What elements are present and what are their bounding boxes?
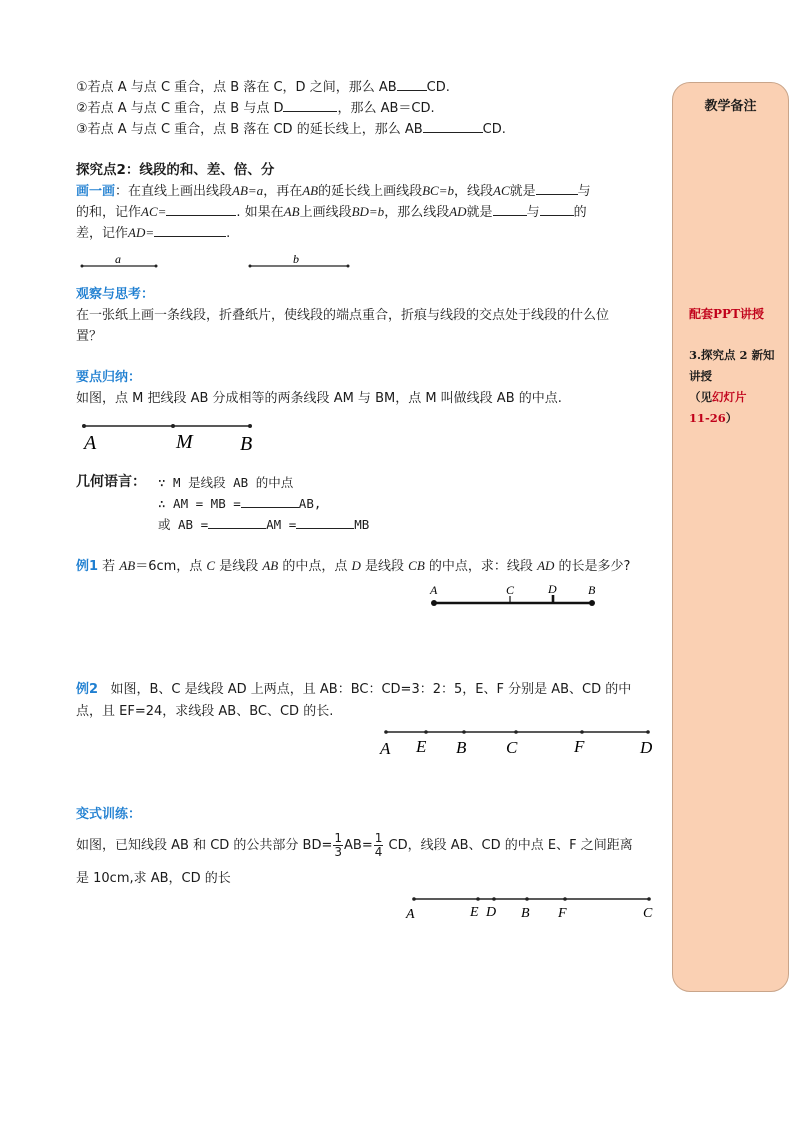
point (412, 897, 416, 901)
teaching-notes-title: 教学备注 (704, 99, 757, 114)
example-2-diagram (376, 722, 666, 762)
segment-diagram-ab (76, 250, 366, 274)
point (82, 424, 86, 428)
question-3 (76, 119, 506, 140)
question-3-text: ③若点 A 与点 C 重合，点 B 落在 CD 的延长线上，那么 AB (76, 122, 423, 137)
text: 就是 (466, 205, 493, 220)
example-1-diagram (420, 580, 610, 610)
answer-blank (208, 515, 266, 529)
draw-paragraph-line-3 (76, 223, 230, 244)
answer-blank (536, 181, 578, 195)
math: AD (449, 204, 467, 219)
point (580, 730, 584, 734)
math: D (351, 558, 361, 573)
text: 如图，已知线段 AB 和 CD 的公共部分 BD= (76, 838, 333, 853)
point (563, 897, 567, 901)
label-a: A (430, 583, 438, 597)
draw-label: 画一画 (76, 184, 116, 199)
observe-text-2: 置？ (76, 329, 103, 344)
math: AB (262, 558, 279, 573)
text: 如图，B、C 是线段 AD 上两点，且 AB：BC：CD=3：2：5，E、F 分别是 AB、CD 的中 (110, 682, 632, 697)
numerator: 1 (374, 831, 383, 845)
answer-blank (540, 202, 574, 216)
section-title: 探究点2：线段的和、差、倍、分 (76, 162, 275, 178)
denominator: 4 (374, 845, 383, 859)
text: ） (725, 411, 738, 425)
point (646, 730, 650, 734)
variant-line-1 (76, 831, 633, 861)
label-c: C (643, 906, 653, 921)
point (462, 730, 466, 734)
geometry-label: 几何语言： (76, 474, 146, 490)
text: 是线段 (360, 559, 409, 574)
math: AB (302, 183, 319, 198)
text: 配套 (689, 307, 714, 321)
text: 与 (526, 205, 540, 220)
text: ，再在 (263, 184, 303, 199)
observe-text-1: 在一张纸上画一条线段，折叠纸片，使线段的端点重合，折痕与线段的交点处于线段的什么位 (76, 308, 610, 323)
question-2 (76, 98, 435, 119)
label-d: D (640, 738, 653, 757)
point (424, 730, 428, 734)
text: AB, (298, 496, 322, 511)
label-b: B (588, 583, 596, 597)
text: 11-26 (689, 411, 726, 425)
point (647, 897, 651, 901)
label-d: D (486, 905, 497, 920)
text: ＝6cm，点 (135, 559, 207, 574)
answer-blank (154, 223, 226, 237)
label-e: E (470, 905, 479, 920)
question-1-text: ①若点 A 与点 C 重合，点 B 落在 C，D 之间，那么 AB (76, 80, 397, 95)
point (384, 730, 388, 734)
answer-blank (166, 202, 236, 216)
math: AC= (141, 204, 167, 219)
text: 的中点，求：线段 (424, 559, 538, 574)
teaching-note-section (689, 345, 781, 429)
segment-b-label: b (293, 252, 299, 266)
variant-label: 变式训练： (76, 807, 142, 822)
point (492, 897, 496, 901)
math: CB (408, 558, 425, 573)
example-1-label: 例1 (76, 559, 99, 574)
answer-blank (423, 119, 483, 133)
example-2-label: 例2 (76, 682, 99, 697)
denominator: 3 (334, 845, 343, 859)
point (514, 730, 518, 734)
keypoint-label: 要点归纳： (76, 370, 142, 385)
text: MB (354, 517, 370, 532)
label-b: B (240, 433, 253, 454)
text: 的 (573, 205, 587, 220)
keypoint-text: 如图，点 M 把线段 AB 分成相等的两条线段 AM 与 BM，点 M 叫做线段 AB 的中点. (76, 391, 562, 406)
label-f: F (574, 737, 585, 756)
question-1-tail: CD. (426, 80, 450, 95)
text: . (226, 226, 231, 241)
text: 是线段 (215, 559, 263, 574)
math: AB (283, 204, 300, 219)
text: 或 AB = (158, 517, 209, 532)
question-3-tail: CD. (482, 122, 506, 137)
variant-line-2: 是 10cm,求 AB，CD 的长 (76, 871, 231, 886)
draw-paragraph-line-1 (76, 181, 591, 202)
label-b: B (521, 906, 530, 921)
math: AB (119, 558, 136, 573)
point (171, 424, 175, 428)
geometry-line-3 (158, 515, 369, 535)
math: AD= (128, 225, 155, 240)
text: ，那么线段 (384, 205, 450, 220)
example-1 (76, 556, 630, 577)
text: 差，记作 (76, 226, 129, 241)
geometry-line-1: ∵ M 是线段 AB 的中点 (158, 475, 294, 490)
text: AB= (344, 838, 373, 853)
text: ：在直线上画出线段 (115, 184, 233, 199)
variant-diagram (400, 892, 670, 924)
math: C (206, 558, 216, 573)
question-2-tail: ，那么 AB＝CD. (337, 101, 435, 116)
answer-blank (296, 515, 354, 529)
point (589, 600, 595, 606)
text: PPT (713, 307, 740, 321)
geometry-line-2 (158, 494, 321, 514)
text: ，线段 (454, 184, 494, 199)
draw-paragraph-line-2 (76, 202, 587, 223)
label-a: A (380, 739, 391, 758)
point (525, 897, 529, 901)
math: BD=b (351, 204, 385, 219)
label-a: A (84, 432, 97, 454)
text: 的中点，点 (278, 559, 352, 574)
text: 上画线段 (299, 205, 352, 220)
label-c: C (506, 738, 518, 757)
fraction-one-third (333, 832, 343, 859)
text: 3.探究点 2 新知讲授 (689, 348, 775, 383)
endpoint (347, 265, 350, 268)
text: 若 (98, 559, 120, 574)
text: 就是 (509, 184, 536, 199)
segment-a-label: a (115, 252, 121, 266)
text: 的延长线上画线段 (318, 184, 423, 199)
math: AD (537, 558, 555, 573)
label-d: D (548, 582, 557, 596)
answer-blank (493, 202, 527, 216)
answer-blank (283, 98, 337, 112)
point (476, 897, 480, 901)
endpoint (155, 265, 158, 268)
text: ∴ AM = MB = (158, 496, 241, 511)
label-f: F (558, 906, 567, 921)
endpoint (249, 265, 252, 268)
numerator: 1 (334, 831, 343, 845)
midpoint-diagram (80, 418, 280, 454)
text: CD，线段 AB、CD 的中点 E、F 之间距离 (384, 838, 633, 853)
answer-blank (241, 494, 299, 508)
question-2-text: ②若点 A 与点 C 重合，点 B 与点 D (76, 101, 284, 116)
example-2-line-2: 点，且 EF=24，求线段 AB、BC、CD 的长. (76, 704, 334, 719)
question-1 (76, 77, 450, 98)
answer-blank (397, 77, 427, 91)
teaching-note-ppt (689, 305, 764, 322)
example-2-line-1 (76, 680, 631, 700)
math: AB=a (232, 183, 264, 198)
label-a: A (406, 907, 415, 922)
endpoint (81, 265, 84, 268)
text: 幻灯片 (712, 390, 747, 404)
text: 讲授 (740, 307, 765, 321)
label-e: E (416, 737, 427, 756)
point (431, 600, 437, 606)
observe-label: 观察与思考： (76, 287, 155, 302)
text: 的长是多少? (554, 559, 631, 574)
label-m: M (176, 431, 193, 453)
label-c: C (506, 583, 515, 597)
text: 与 (577, 184, 591, 199)
text: 的和，记作 (76, 205, 142, 220)
math: AC (493, 183, 510, 198)
text: AM = (266, 517, 297, 532)
teaching-notes-panel (672, 82, 789, 992)
math: BC=b (422, 183, 454, 198)
point (248, 424, 252, 428)
text: （见 (689, 390, 712, 404)
fraction-one-quarter (374, 832, 384, 859)
text: . 如果在 (236, 205, 284, 220)
label-b: B (456, 738, 467, 757)
